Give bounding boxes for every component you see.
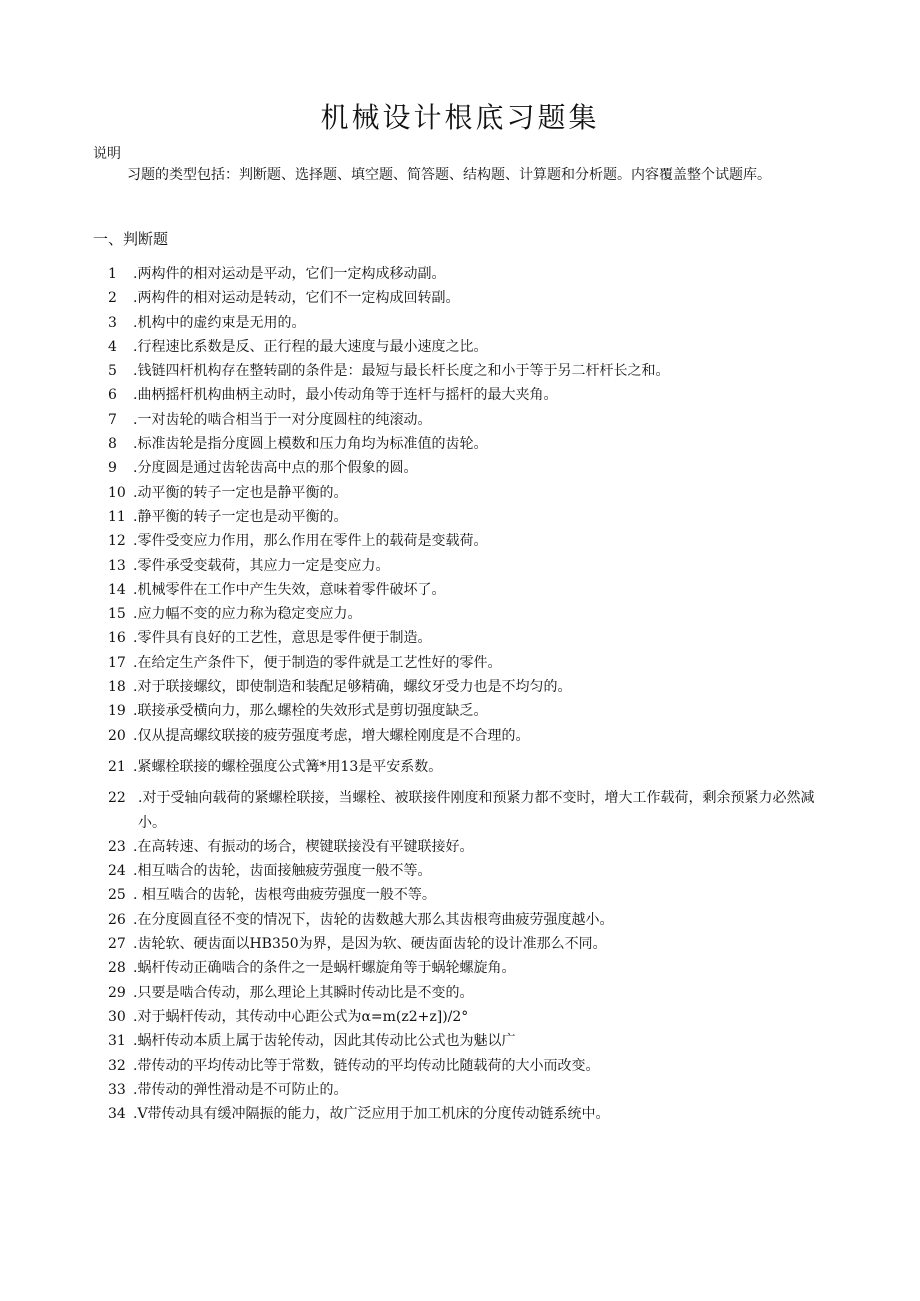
question-item bbox=[0, 956, 920, 980]
question-number: 29 bbox=[108, 984, 126, 1001]
question-number: 10 bbox=[108, 484, 126, 501]
question-number: 9 bbox=[108, 460, 117, 477]
question-number: 6 bbox=[108, 387, 117, 404]
question-text: .两构件的相对运动是转动，它们不一定构成回转副。 bbox=[133, 290, 460, 307]
question-number: 4 bbox=[108, 338, 117, 355]
question-number: 27 bbox=[108, 936, 126, 953]
question-item bbox=[0, 408, 920, 432]
question-number: 22 bbox=[108, 790, 126, 807]
question-number: 13 bbox=[108, 557, 126, 574]
question-text: .零件具有良好的工艺性，意思是零件便于制造。 bbox=[133, 630, 432, 647]
question-number: 7 bbox=[108, 411, 117, 428]
question-item bbox=[0, 286, 920, 310]
question-text: .相互啮合的齿轮，齿面接触疲劳强度一般不等。 bbox=[133, 863, 432, 880]
question-item bbox=[0, 1078, 920, 1102]
question-item bbox=[0, 883, 920, 907]
document-title: 机械设计根底习题集 bbox=[320, 101, 600, 134]
question-item bbox=[0, 724, 920, 748]
question-number: 26 bbox=[108, 911, 126, 928]
question-text: .静平衡的转子一定也是动平衡的。 bbox=[133, 508, 348, 525]
question-number: 32 bbox=[108, 1057, 126, 1074]
question-list bbox=[0, 262, 920, 1126]
question-number: 23 bbox=[108, 838, 126, 855]
question-item bbox=[0, 432, 920, 456]
question-text: .钱链四杆机构存在整转副的条件是：最短与最长杆长度之和小于等于另二杆杆长之和。 bbox=[133, 363, 670, 380]
question-text: .在给定生产条件下，便于制造的零件就是工艺性好的零件。 bbox=[133, 654, 502, 671]
question-text: .零件受变应力作用，那么作用在零件上的载荷是变载荷。 bbox=[133, 533, 488, 550]
question-text: .带传动的平均传动比等于常数，链传动的平均传动比随载荷的大小而改变。 bbox=[133, 1057, 600, 1074]
question-number: 34 bbox=[108, 1106, 126, 1123]
question-item bbox=[0, 602, 920, 626]
question-text: .分度圆是通过齿轮齿高中点的那个假象的圆。 bbox=[133, 460, 418, 477]
question-text: .蜗杆传动本质上属于齿轮传动，因此其传动比公式也为魅以广 bbox=[133, 1033, 516, 1050]
question-item bbox=[0, 626, 920, 650]
question-number: 3 bbox=[108, 314, 117, 331]
intro-paragraph: 习题的类型包括：判断题、选择题、填空题、简答题、结构题、计算题和分析题。内容覆盖整个试题库。 bbox=[127, 167, 771, 183]
question-item bbox=[0, 859, 920, 883]
question-item bbox=[0, 675, 920, 699]
section-heading: 一、判断题 bbox=[93, 230, 169, 248]
question-number: 8 bbox=[108, 436, 117, 453]
question-text: .对于受轴向载荷的紧螺栓联接，当螺栓、被联接件刚度和预紧力都不变时，增大工作载荷，剩余预紧力必然减小。 bbox=[138, 790, 815, 831]
question-number: 21 bbox=[108, 758, 126, 775]
question-text: .一对齿轮的啮合相当于一对分度圆柱的纯滚动。 bbox=[133, 411, 432, 428]
question-text: .机械零件在工作中产生失效，意味着零件破坏了。 bbox=[133, 581, 446, 598]
question-text: .标准齿轮是指分度圆上模数和压力角均为标准值的齿轮。 bbox=[133, 436, 488, 453]
question-item bbox=[0, 262, 920, 286]
question-number: 24 bbox=[108, 863, 126, 880]
question-number: 19 bbox=[108, 703, 126, 720]
question-number: 20 bbox=[108, 727, 126, 744]
question-item bbox=[0, 529, 920, 553]
question-text: .对于蜗杆传动，其传动中心距公式为α=m(z2+z])/2° bbox=[133, 1008, 469, 1025]
question-number: 28 bbox=[108, 960, 126, 977]
question-item bbox=[0, 786, 920, 835]
question-text: .仅从提高螺纹联接的疲劳强度考虑，增大螺栓刚度是不合理的。 bbox=[133, 727, 530, 744]
question-text: .蜗杆传动正确啮合的条件之一是蜗杆螺旋角等于蜗轮螺旋角。 bbox=[133, 960, 516, 977]
question-item bbox=[0, 456, 920, 480]
question-number: 16 bbox=[108, 630, 126, 647]
question-text: .零件承受变载荷，其应力一定是变应力。 bbox=[133, 557, 390, 574]
question-number: 17 bbox=[108, 654, 126, 671]
question-number: 11 bbox=[108, 508, 126, 525]
question-text: .联接承受横向力，那么螺栓的失效形式是剪切强度缺乏。 bbox=[133, 703, 488, 720]
question-item bbox=[0, 359, 920, 383]
question-number: 14 bbox=[108, 581, 126, 598]
question-item bbox=[0, 981, 920, 1005]
question-text: .V带传动具有缓冲隔振的能力，故广泛应用于加工机床的分度传动链系统中。 bbox=[133, 1106, 610, 1123]
question-item bbox=[0, 481, 920, 505]
question-text: .动平衡的转子一定也是静平衡的。 bbox=[133, 484, 348, 501]
question-text: .齿轮软、硬齿面以HB350为界，是因为软、硬齿面齿轮的设计准那么不同。 bbox=[133, 936, 607, 953]
question-item bbox=[0, 383, 920, 407]
question-item bbox=[0, 311, 920, 335]
question-number: 33 bbox=[108, 1081, 126, 1098]
question-item bbox=[0, 1029, 920, 1053]
question-number: 15 bbox=[108, 606, 126, 623]
question-text: .行程速比系数是反、正行程的最大速度与最小速度之比。 bbox=[133, 338, 488, 355]
question-item bbox=[0, 505, 920, 529]
question-text: . 相互啮合的齿轮，齿根弯曲疲劳强度一般不等。 bbox=[133, 887, 436, 904]
question-item bbox=[0, 335, 920, 359]
question-number: 18 bbox=[108, 679, 126, 696]
question-item bbox=[0, 835, 920, 859]
question-item bbox=[0, 908, 920, 932]
question-item bbox=[0, 1054, 920, 1078]
question-text: .在分度圆直径不变的情况下，齿轮的齿数越大那么其齿根弯曲疲劳强度越小。 bbox=[133, 911, 614, 928]
question-number: 30 bbox=[108, 1008, 126, 1025]
question-item bbox=[0, 1005, 920, 1029]
intro-heading: 说明 bbox=[93, 146, 121, 162]
question-item bbox=[0, 755, 920, 779]
question-number: 31 bbox=[108, 1033, 126, 1050]
question-text: .两构件的相对运动是平动，它们一定构成移动副。 bbox=[133, 266, 446, 282]
question-number: 2 bbox=[108, 290, 117, 307]
question-text: .对于联接螺纹，即使制造和装配足够精确，螺纹牙受力也是不均匀的。 bbox=[133, 679, 572, 696]
question-text: .带传动的弹性滑动是不可防止的。 bbox=[133, 1081, 348, 1098]
question-item bbox=[0, 578, 920, 602]
question-text: .机构中的虚约束是无用的。 bbox=[133, 314, 306, 331]
question-number: 25 bbox=[108, 887, 126, 904]
question-item bbox=[0, 554, 920, 578]
question-text: .在高转速、有振动的场合，楔键联接没有平键联接好。 bbox=[133, 838, 474, 855]
question-item bbox=[0, 1102, 920, 1126]
question-item bbox=[0, 651, 920, 675]
question-text: .紧螺栓联接的螺栓强度公式篝*用13是平安系数。 bbox=[133, 758, 443, 775]
question-text: .只要是啮合传动，那么理论上其瞬时传动比是不变的。 bbox=[133, 984, 474, 1001]
question-number: 5 bbox=[108, 363, 117, 380]
question-text: .应力幅不变的应力称为稳定变应力。 bbox=[133, 606, 362, 623]
question-item bbox=[0, 932, 920, 956]
question-text: .曲柄摇杆机构曲柄主动时，最小传动角等于连杆与摇杆的最大夹角。 bbox=[133, 387, 558, 404]
question-item bbox=[0, 699, 920, 723]
question-number: 1 bbox=[108, 266, 117, 282]
question-number: 12 bbox=[108, 533, 126, 550]
